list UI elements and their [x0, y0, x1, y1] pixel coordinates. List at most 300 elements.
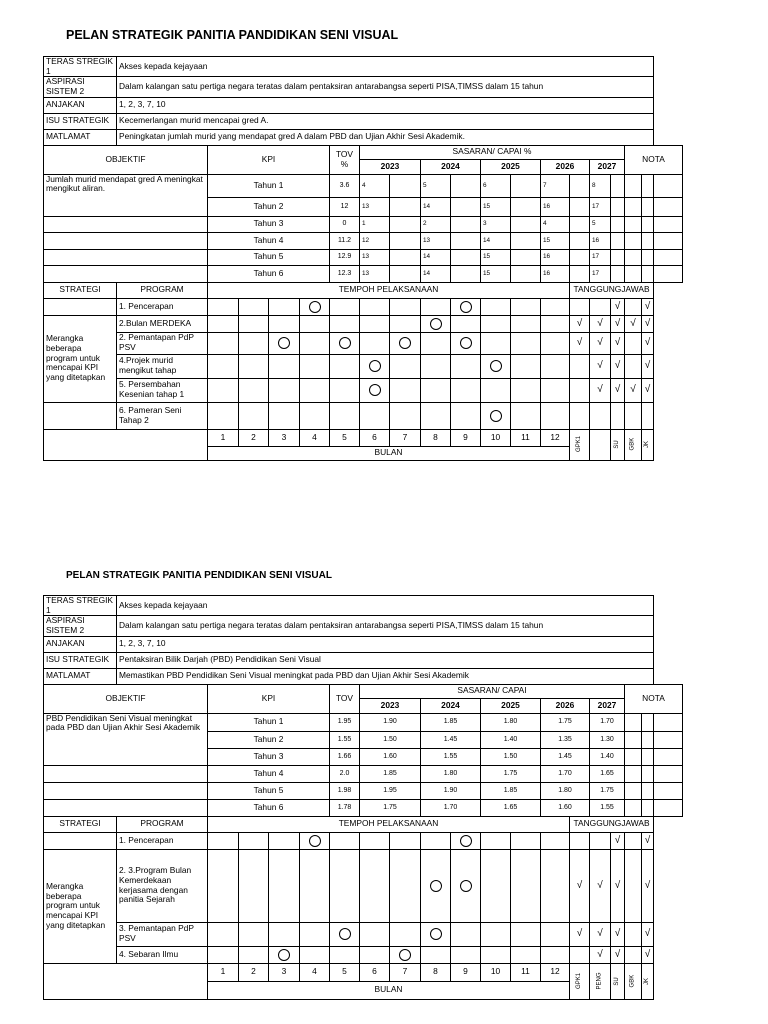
role-cell: [611, 922, 625, 946]
table-row: [44, 315, 683, 332]
role-cell: [642, 849, 654, 922]
info-value: Kecemerlangan murid mencapai gred A.: [117, 113, 654, 129]
objektif-header: OBJEKTIF: [44, 145, 208, 174]
check-mark-icon: √: [576, 879, 583, 891]
month-cell: [300, 315, 330, 332]
month-cell: [360, 922, 390, 946]
month-cell: [208, 378, 239, 402]
nota-cell: [642, 174, 654, 197]
month-number: 6: [360, 963, 390, 981]
nota-cell: [642, 748, 654, 765]
month-cell: [511, 354, 541, 378]
info-value: Dalam kalangan satu pertiga negara teratas dalam pentaksiran antarabangsa seperti PISA,TIMSS dalam 15 tahun: [117, 77, 654, 97]
kpi-header: KPI: [208, 684, 330, 713]
month-number: 12: [541, 963, 570, 981]
kpi-target: 13: [360, 197, 390, 216]
month-cell: [360, 315, 390, 332]
check-mark-icon: √: [597, 384, 603, 396]
month-cell: [481, 849, 511, 922]
year-header: 2025: [481, 159, 541, 174]
info-label: ISU STRATEGIK: [44, 652, 117, 668]
month-cell: [451, 332, 481, 354]
info-label: TERAS STREGIK 1: [44, 596, 117, 616]
month-number: 8: [421, 429, 451, 446]
nota-cell: [625, 713, 642, 731]
objective-empty: [44, 765, 208, 782]
kpi-capai: [570, 265, 590, 282]
month-number: 8: [421, 963, 451, 981]
kpi-target: 16: [541, 265, 570, 282]
role-cell: [611, 332, 625, 354]
nota-cell: [642, 216, 654, 232]
month-cell: [239, 354, 269, 378]
table-row: [44, 174, 683, 197]
check-mark-icon: √: [614, 317, 621, 329]
objective-text: PBD Pendidikan Seni Visual meningkat pada PBD dan Ujian Akhir Sesi Akademik: [44, 713, 208, 765]
kpi-capai: [390, 249, 421, 265]
kpi-tahun: Tahun 4: [208, 232, 330, 249]
kpi-capai: [390, 174, 421, 197]
kpi-target: 1.65: [481, 799, 541, 816]
table-row: [44, 354, 683, 378]
role-cell: [570, 922, 590, 946]
role-label: GPK1: [576, 436, 583, 453]
month-cell: [481, 378, 511, 402]
nota-cell: [654, 799, 683, 816]
month-number: 4: [300, 963, 330, 981]
month-cell: [208, 332, 239, 354]
role-cell: [625, 402, 642, 429]
month-number: 6: [360, 429, 390, 446]
month-cell: [421, 298, 451, 315]
month-cell: [239, 946, 269, 963]
strategy-text: Merangka beberapa program untuk mencapai KPI yang ditetapkan: [44, 315, 117, 402]
bulan-label: BULAN: [208, 446, 570, 460]
schedule-circle-icon: [278, 337, 290, 349]
kpi-target: 1.75: [541, 713, 590, 731]
kpi-capai: [570, 232, 590, 249]
month-cell: [390, 354, 421, 378]
check-mark-icon: √: [644, 879, 651, 891]
kpi-tov: 11.2: [330, 232, 360, 249]
role-label: JK: [644, 977, 651, 985]
month-cell: [390, 315, 421, 332]
nota-cell: [654, 765, 683, 782]
kpi-tahun: Tahun 1: [208, 174, 330, 197]
table-row: [44, 332, 683, 354]
table-row: [44, 429, 683, 446]
nota-cell: [642, 782, 654, 799]
role-cell: [625, 354, 642, 378]
role-name: [590, 963, 611, 999]
kpi-target: 15: [541, 232, 570, 249]
info-value: Dalam kalangan satu pertiga negara teratas dalam pentaksiran antarabangsa seperti PISA,TIMSS dalam 15 tahun: [117, 616, 654, 636]
month-cell: [541, 315, 570, 332]
role-cell: [611, 354, 625, 378]
month-cell: [451, 298, 481, 315]
kpi-tov: 1.95: [330, 713, 360, 731]
year-header: 2026: [541, 159, 590, 174]
nota-header: NOTA: [625, 145, 683, 174]
month-cell: [330, 402, 360, 429]
nota-cell: [642, 765, 654, 782]
month-cell: [541, 402, 570, 429]
kpi-target: 6: [481, 174, 511, 197]
role-cell: [625, 315, 642, 332]
month-cell: [300, 402, 330, 429]
month-cell: [451, 354, 481, 378]
month-cell: [511, 298, 541, 315]
strategy-empty: [44, 402, 117, 429]
month-cell: [300, 946, 330, 963]
table-row: [44, 596, 683, 616]
table-row: [44, 249, 683, 265]
schedule-circle-icon: [430, 880, 442, 892]
role-cell: [590, 849, 611, 922]
check-mark-icon: √: [644, 317, 651, 329]
kpi-target: 12: [360, 232, 390, 249]
kpi-target: 15: [481, 249, 511, 265]
program-label: 6. Pameran Seni Tahap 2: [117, 402, 208, 429]
kpi-target: 1.75: [590, 782, 625, 799]
kpi-tov: 1.55: [330, 731, 360, 748]
role-cell: [642, 332, 654, 354]
month-cell: [390, 378, 421, 402]
schedule-circle-icon: [460, 337, 472, 349]
table-row: [44, 946, 683, 963]
month-number: 9: [451, 963, 481, 981]
kpi-target: 4: [541, 216, 570, 232]
month-cell: [208, 849, 239, 922]
month-number: 1: [208, 963, 239, 981]
month-cell: [330, 946, 360, 963]
program-label: 2.Bulan MERDEKA: [117, 315, 208, 332]
month-number: 4: [300, 429, 330, 446]
month-cell: [481, 298, 511, 315]
month-cell: [511, 315, 541, 332]
role-cell: [590, 332, 611, 354]
month-cell: [300, 332, 330, 354]
kpi-target: 8: [590, 174, 611, 197]
role-cell: [642, 298, 654, 315]
role-cell: [590, 315, 611, 332]
month-cell: [390, 922, 421, 946]
role-cell: [642, 315, 654, 332]
nota-cell: [642, 232, 654, 249]
schedule-circle-icon: [430, 318, 442, 330]
schedule-circle-icon: [369, 384, 381, 396]
check-mark-icon: √: [644, 300, 651, 312]
info-label: ANJAKAN: [44, 636, 117, 652]
month-cell: [360, 849, 390, 922]
role-name: [570, 963, 590, 999]
nota-cell: [625, 249, 642, 265]
program-label: 2. Pemantapan PdP PSV: [117, 332, 208, 354]
month-number: 3: [269, 963, 300, 981]
month-cell: [451, 832, 481, 849]
kpi-capai: [390, 265, 421, 282]
month-cell: [511, 946, 541, 963]
month-cell: [390, 298, 421, 315]
month-cell: [421, 946, 451, 963]
kpi-target: 4: [360, 174, 390, 197]
table-row: [44, 378, 683, 402]
role-label: PENG: [596, 972, 603, 990]
check-mark-icon: √: [614, 879, 621, 891]
kpi-tov: 1.66: [330, 748, 360, 765]
role-cell: [570, 402, 590, 429]
table-row: [44, 57, 683, 77]
kpi-target: 1.80: [421, 765, 481, 782]
table-row: [44, 97, 683, 113]
kpi-target: 14: [481, 232, 511, 249]
check-mark-icon: √: [597, 337, 603, 349]
month-number: 10: [481, 429, 511, 446]
kpi-target: 1.75: [481, 765, 541, 782]
month-cell: [330, 298, 360, 315]
kpi-tahun: Tahun 5: [208, 782, 330, 799]
kpi-target: 13: [360, 265, 390, 282]
kpi-target: 14: [421, 249, 451, 265]
kpi-target: 2: [421, 216, 451, 232]
month-cell: [421, 354, 451, 378]
nota-cell: [625, 799, 642, 816]
kpi-capai: [451, 249, 481, 265]
month-cell: [208, 354, 239, 378]
program-label: 4. Sebaran Ilmu: [117, 946, 208, 963]
check-mark-icon: √: [644, 337, 651, 349]
check-mark-icon: √: [576, 337, 583, 349]
strategy-text: Merangka beberapa program untuk mencapai KPI yang ditetapkan: [44, 849, 117, 963]
month-cell: [541, 922, 570, 946]
month-cell: [541, 354, 570, 378]
month-cell: [239, 332, 269, 354]
table-row: [44, 298, 683, 315]
program-label: 1. Pencerapan: [117, 298, 208, 315]
role-name: [611, 963, 625, 999]
month-cell: [330, 832, 360, 849]
info-value: Akses kepada kejayaan: [117, 57, 654, 77]
month-cell: [330, 849, 360, 922]
kpi-target: 16: [541, 249, 570, 265]
role-cell: [570, 315, 590, 332]
month-cell: [239, 849, 269, 922]
kpi-tahun: Tahun 1: [208, 713, 330, 731]
kpi-target: 1: [360, 216, 390, 232]
role-cell: [611, 378, 625, 402]
table-row: [44, 713, 683, 731]
check-mark-icon: √: [630, 317, 636, 329]
role-cell: [590, 832, 611, 849]
kpi-capai: [451, 265, 481, 282]
role-label: SU: [614, 440, 621, 449]
kpi-target: 1.40: [481, 731, 541, 748]
year-header: 2024: [421, 159, 481, 174]
kpi-target: 15: [481, 265, 511, 282]
check-mark-icon: √: [644, 928, 651, 940]
month-cell: [511, 849, 541, 922]
kpi-capai: [570, 197, 590, 216]
info-label: ASPIRASI SISTEM 2: [44, 616, 117, 636]
month-cell: [300, 832, 330, 849]
year-header: 2024: [421, 698, 481, 713]
check-mark-icon: √: [614, 928, 621, 940]
month-cell: [269, 832, 300, 849]
month-number: 2: [239, 429, 269, 446]
nota-cell: [654, 782, 683, 799]
kpi-target: 1.90: [360, 713, 421, 731]
month-cell: [481, 354, 511, 378]
year-header: 2027: [590, 698, 625, 713]
kpi-capai: [570, 174, 590, 197]
objective-empty: [44, 232, 208, 249]
kpi-capai: [451, 216, 481, 232]
month-cell: [269, 378, 300, 402]
kpi-target: 17: [590, 265, 611, 282]
role-label: SU: [614, 976, 621, 986]
kpi-capai: [511, 265, 541, 282]
kpi-tov: 2.0: [330, 765, 360, 782]
doc1-title: PELAN STRATEGIK PANITIA PANDIDIKAN SENI VISUAL: [66, 28, 399, 42]
month-number: 1: [208, 429, 239, 446]
kpi-target: 14: [421, 265, 451, 282]
month-cell: [239, 922, 269, 946]
month-cell: [511, 332, 541, 354]
check-mark-icon: √: [614, 300, 621, 312]
info-label: TERAS STREGIK 1: [44, 57, 117, 77]
info-value: Pentaksiran Bilik Darjah (PBD) Pendidikan Seni Visual: [117, 652, 654, 668]
role-cell: [642, 922, 654, 946]
table-row: [44, 265, 683, 282]
check-mark-icon: √: [576, 317, 583, 329]
program-label: 5. Persembahan Kesenian tahap 1: [117, 378, 208, 402]
kpi-tov: 12.3: [330, 265, 360, 282]
month-cell: [300, 354, 330, 378]
table-row: [44, 816, 683, 832]
month-cell: [269, 332, 300, 354]
month-cell: [481, 946, 511, 963]
month-cell: [541, 298, 570, 315]
role-cell: [625, 849, 642, 922]
nota-cell: [642, 799, 654, 816]
month-cell: [330, 332, 360, 354]
month-cell: [421, 849, 451, 922]
month-cell: [481, 922, 511, 946]
info-value: 1, 2, 3, 7, 10: [117, 97, 654, 113]
role-cell: [642, 946, 654, 963]
role-cell: [642, 832, 654, 849]
month-cell: [360, 298, 390, 315]
month-cell: [390, 946, 421, 963]
kpi-capai: [511, 249, 541, 265]
schedule-circle-icon: [460, 301, 472, 313]
tov-header: TOV %: [330, 145, 360, 174]
info-value: Memastikan PBD Pendidikan Seni Visual meningkat pada PBD dan Ujian Akhir Sesi Akademik: [117, 668, 654, 684]
blank-area: [44, 429, 208, 460]
kpi-capai: [390, 197, 421, 216]
schedule-circle-icon: [369, 360, 381, 372]
table-row: [44, 216, 683, 232]
role-cell: [611, 849, 625, 922]
nota-cell: [654, 216, 683, 232]
role-cell: [590, 298, 611, 315]
kpi-target: 1.85: [421, 713, 481, 731]
kpi-tahun: Tahun 2: [208, 731, 330, 748]
table-row: [44, 113, 683, 129]
role-name: [642, 429, 654, 460]
strategi-header: STRATEGI: [44, 282, 117, 298]
kpi-target: 1.95: [360, 782, 421, 799]
month-number: 11: [511, 963, 541, 981]
schedule-circle-icon: [339, 928, 351, 940]
role-name: [570, 429, 590, 460]
kpi-tov: 12: [330, 197, 360, 216]
tanggungjawab-header: TANGGUNGJAWAB: [570, 816, 654, 832]
nota-cell: [625, 748, 642, 765]
info-label: ANJAKAN: [44, 97, 117, 113]
info-label: MATLAMAT: [44, 129, 117, 145]
month-cell: [269, 849, 300, 922]
kpi-target: 1.60: [360, 748, 421, 765]
month-number: 2: [239, 963, 269, 981]
role-cell: [570, 832, 590, 849]
bulan-label: BULAN: [208, 981, 570, 999]
schedule-circle-icon: [339, 337, 351, 349]
year-header: 2025: [481, 698, 541, 713]
kpi-target: 1.45: [421, 731, 481, 748]
schedule-circle-icon: [460, 880, 472, 892]
month-cell: [360, 378, 390, 402]
check-mark-icon: √: [614, 384, 621, 396]
check-mark-icon: √: [614, 948, 621, 960]
month-number: 11: [511, 429, 541, 446]
role-label: JK: [644, 441, 651, 449]
month-cell: [239, 298, 269, 315]
nota-cell: [654, 713, 683, 731]
table-row: [44, 77, 683, 97]
role-label: GBK: [629, 974, 636, 988]
month-number: 12: [541, 429, 570, 446]
month-cell: [300, 378, 330, 402]
nota-cell: [625, 174, 642, 197]
kpi-tov: 0: [330, 216, 360, 232]
table-row: [44, 616, 683, 636]
table-row: [44, 963, 683, 981]
kpi-capai: [611, 216, 625, 232]
role-cell: [590, 922, 611, 946]
program-label: 2. 3.Program Bulan Kemerdekaan kerjasama dengan panitia Sejarah: [117, 849, 208, 922]
kpi-tov: 3.6: [330, 174, 360, 197]
kpi-capai: [451, 174, 481, 197]
month-cell: [300, 298, 330, 315]
schedule-circle-icon: [430, 928, 442, 940]
kpi-capai: [451, 232, 481, 249]
year-header: 2027: [590, 159, 625, 174]
month-number: 7: [390, 963, 421, 981]
nota-cell: [625, 731, 642, 748]
month-cell: [269, 354, 300, 378]
check-mark-icon: √: [597, 317, 603, 329]
check-mark-icon: √: [644, 384, 651, 396]
month-cell: [511, 832, 541, 849]
kpi-target: 1.90: [421, 782, 481, 799]
kpi-target: 1.65: [590, 765, 625, 782]
month-cell: [208, 946, 239, 963]
blank-area: [44, 963, 208, 999]
kpi-tahun: Tahun 6: [208, 799, 330, 816]
kpi-capai: [511, 232, 541, 249]
kpi-target: 15: [481, 197, 511, 216]
